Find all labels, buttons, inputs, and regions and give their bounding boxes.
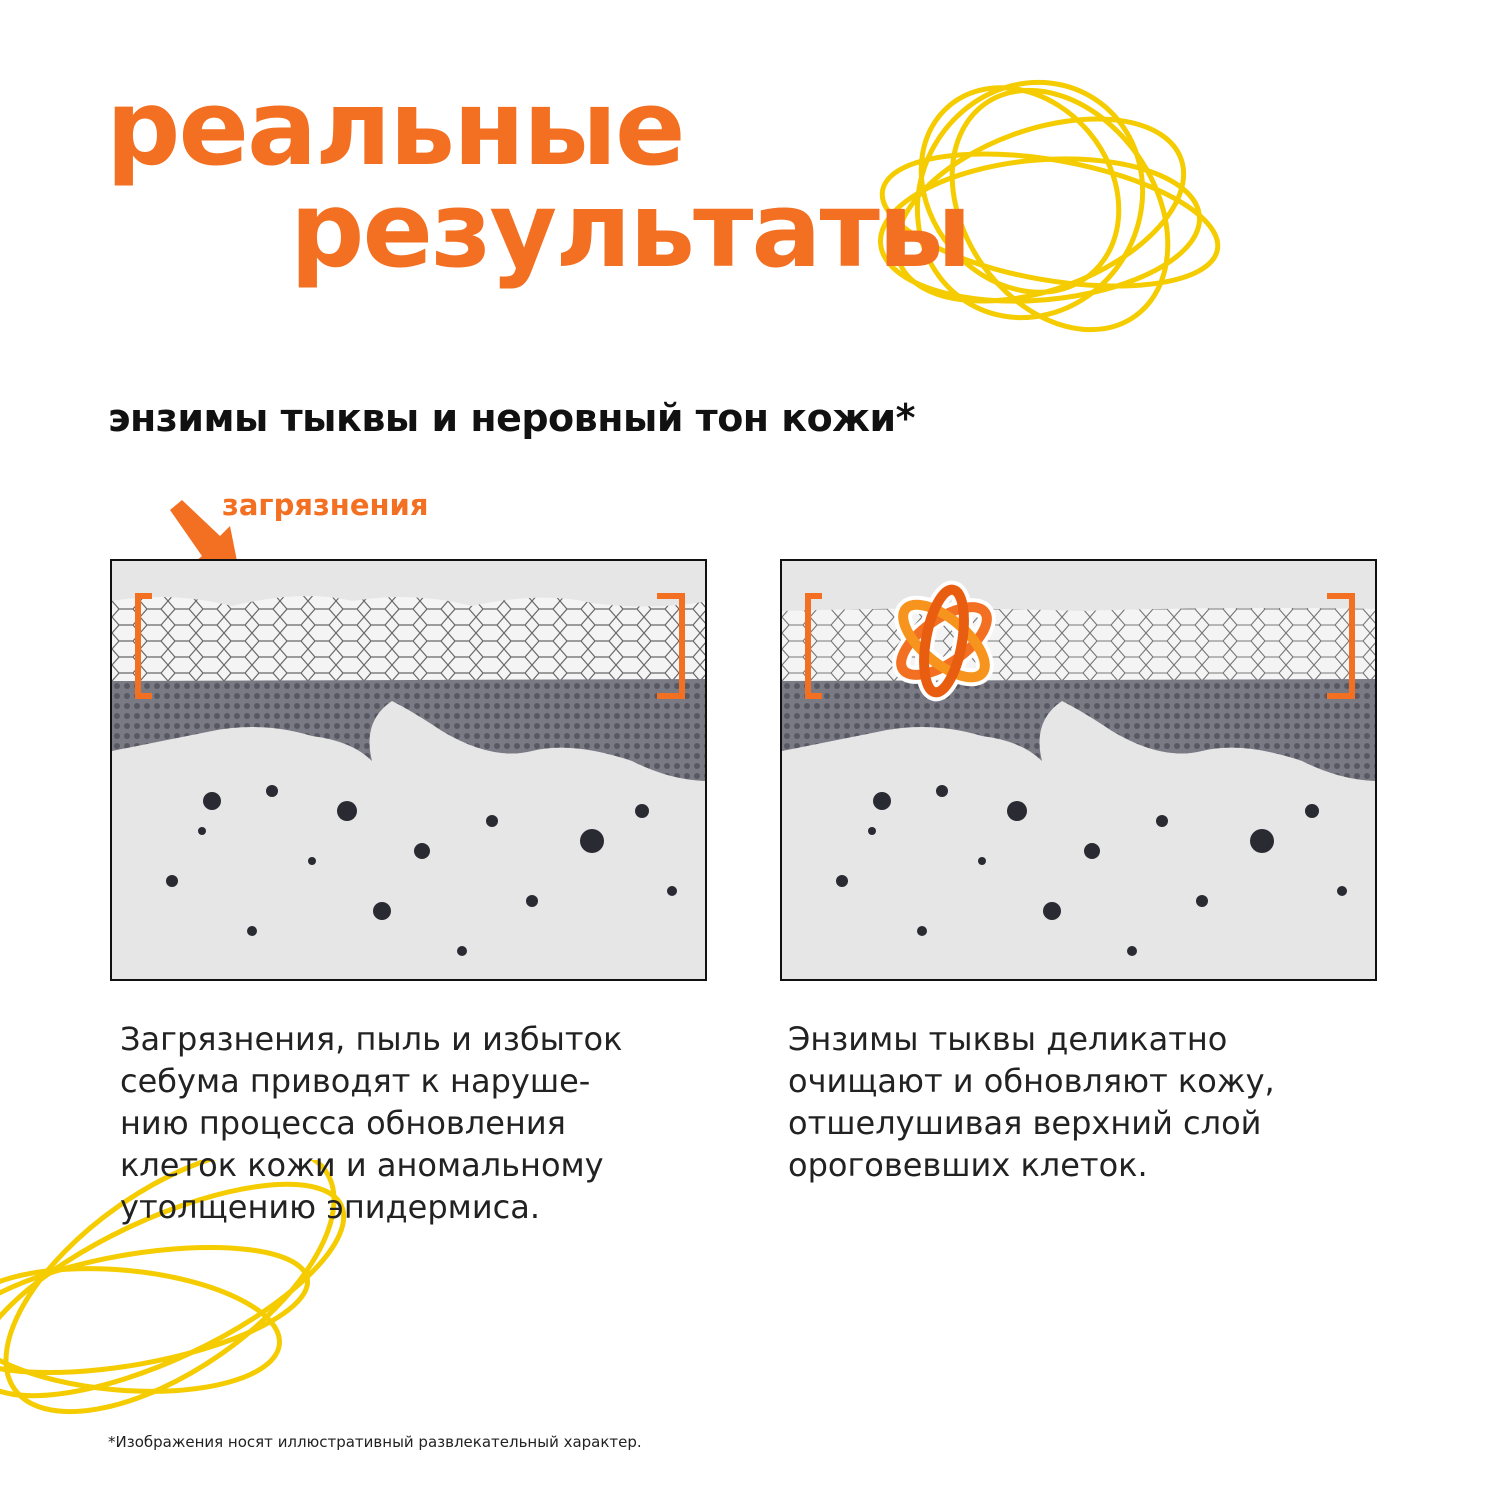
skin-panel-after	[780, 559, 1377, 981]
description-after: Энзимы тыквы деликатно очищают и обновляют кожу, отшелушивая верхний слой ороговевших клеток.	[788, 1020, 1275, 1184]
footnote: *Изображения носят иллюстративный развлекательный характер.	[108, 1433, 642, 1451]
description-before: Загрязнения, пыль и избыток себума приводят к наруше- нию процесса обновления клеток кожи и аномальному утолщению эпидермиса.	[120, 1020, 623, 1226]
skin-illustration-before	[112, 561, 707, 981]
skin-panel-before	[110, 559, 707, 981]
pollution-label: загрязнения	[222, 488, 429, 522]
subtitle: энзимы тыквы и неровный тон кожи*	[108, 396, 915, 440]
title-line-2: результаты	[290, 169, 970, 291]
title-line-1: реальные	[106, 67, 684, 189]
skin-illustration-after	[782, 561, 1377, 981]
